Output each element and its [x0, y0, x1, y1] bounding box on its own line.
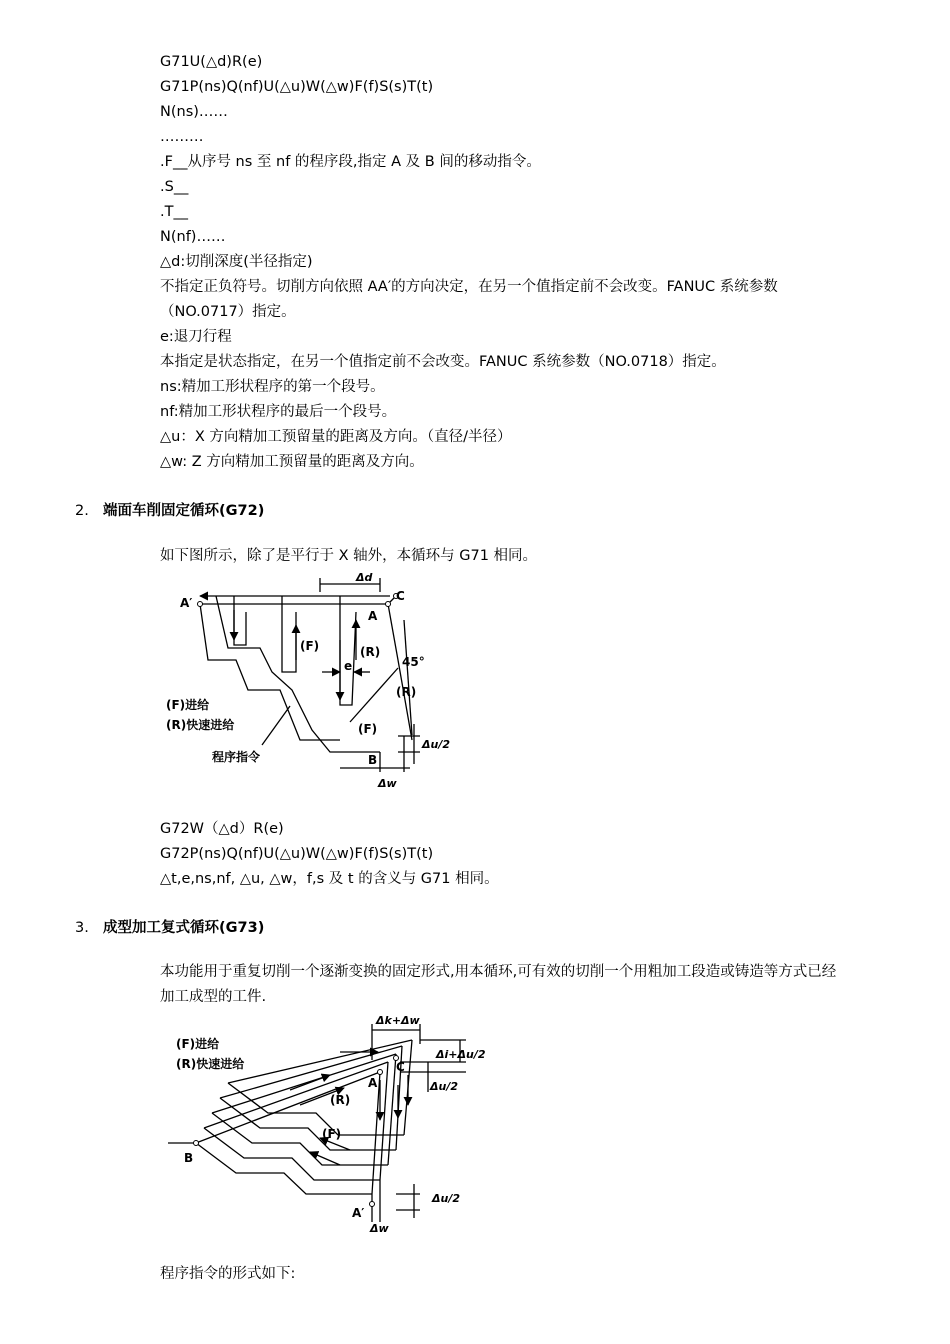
g72-line: △t,e,ns,nf, △u, △w，f,s 及 t 的含义与 G71 相同。: [160, 871, 499, 887]
g73-intro: 本功能用于重复切削一个逐渐变换的固定形式,用本循环,可有效的切削一个用粗加工段造或铸造等方式已经加工成型的工件.: [160, 964, 837, 1005]
label-dd: Δd: [356, 571, 373, 584]
label-45: 45°: [402, 655, 425, 669]
g73-outro: 程序指令的形式如下:: [160, 1266, 296, 1282]
g71-line: △w: Z 方向精加工预留量的距离及方向。: [160, 454, 424, 470]
g72-line: G72W（△d）R(e): [160, 821, 284, 837]
g71-line: △u：X 方向精加工预留量的距离及方向。（直径/半径）: [160, 429, 512, 445]
g71-line: .F__从序号 ns 至 nf 的程序段,指定 A 及 B 间的移动指令。: [160, 154, 541, 170]
label-b: B: [184, 1151, 194, 1165]
label-program: 程序指令: [212, 750, 261, 764]
legend-feed: (F)进给: [176, 1037, 220, 1051]
g71-line: nf:精加工形状程序的最后一个段号。: [160, 404, 397, 420]
label-a-prime: A′: [352, 1206, 365, 1220]
g71-line: .S__: [160, 179, 189, 195]
label-e: e: [344, 659, 353, 673]
g71-line: G71U(△d)R(e): [160, 54, 263, 70]
g71-line: ………: [160, 129, 204, 145]
g71-line: N(nf)……: [160, 229, 226, 245]
g71-line: 不指定正负符号。切削方向依照 AA′的方向决定，在另一个值指定前不会改变。FANUC 系统参数: [160, 279, 778, 295]
section-title: 端面车削固定循环(G72): [103, 503, 265, 519]
label-a: A: [368, 609, 378, 623]
legend-rapid: (R)快速进给: [166, 718, 235, 732]
g71-line: G71P(ns)Q(nf)U(△u)W(△w)F(f)S(s)T(t): [160, 79, 434, 95]
g72-line: G72P(ns)Q(nf)U(△u)W(△w)F(f)S(s)T(t): [160, 846, 434, 862]
label-b: B: [368, 753, 378, 767]
label-du2: Δu/2: [422, 738, 451, 751]
label-r: (R): [330, 1093, 351, 1107]
g71-line: （NO.0717）指定。: [160, 304, 296, 320]
label-f: (F): [322, 1127, 342, 1141]
label-di-du2: Δi+Δu/2: [436, 1048, 486, 1061]
label-r2: (R): [396, 685, 417, 699]
g71-line: 本指定是状态指定，在另一个值指定前不会改变。FANUC 系统参数（NO.0718）指定。: [160, 354, 726, 370]
section-number: 3.: [75, 920, 89, 936]
label-f1: (F): [300, 639, 320, 653]
g71-line: N(ns)……: [160, 104, 228, 120]
g71-line: ns:精加工形状程序的第一个段号。: [160, 379, 385, 395]
label-du2-top: Δu/2: [430, 1080, 459, 1093]
g71-line: .T__: [160, 204, 188, 220]
label-a-prime: A′: [180, 596, 193, 610]
label-du2-bottom: Δu/2: [432, 1192, 461, 1205]
g71-line: △d:切削深度(半径指定): [160, 254, 313, 270]
label-c: C: [396, 1060, 405, 1074]
legend-rapid: (R)快速进给: [176, 1057, 245, 1071]
label-c: C: [396, 589, 405, 603]
label-a: A: [368, 1076, 378, 1090]
section-title: 成型加工复式循环(G73): [103, 920, 265, 936]
label-f2: (F): [358, 722, 378, 736]
legend-feed: (F)进给: [166, 698, 210, 712]
label-dw: Δw: [378, 777, 397, 790]
g71-line: e:退刀行程: [160, 329, 232, 345]
section-number: 2.: [75, 503, 89, 519]
g72-intro: 如下图所示，除了是平行于 X 轴外，本循环与 G71 相同。: [160, 548, 538, 564]
label-dkdw: Δk+Δw: [376, 1014, 420, 1027]
label-dw: Δw: [370, 1222, 389, 1235]
label-r1: (R): [360, 645, 381, 659]
